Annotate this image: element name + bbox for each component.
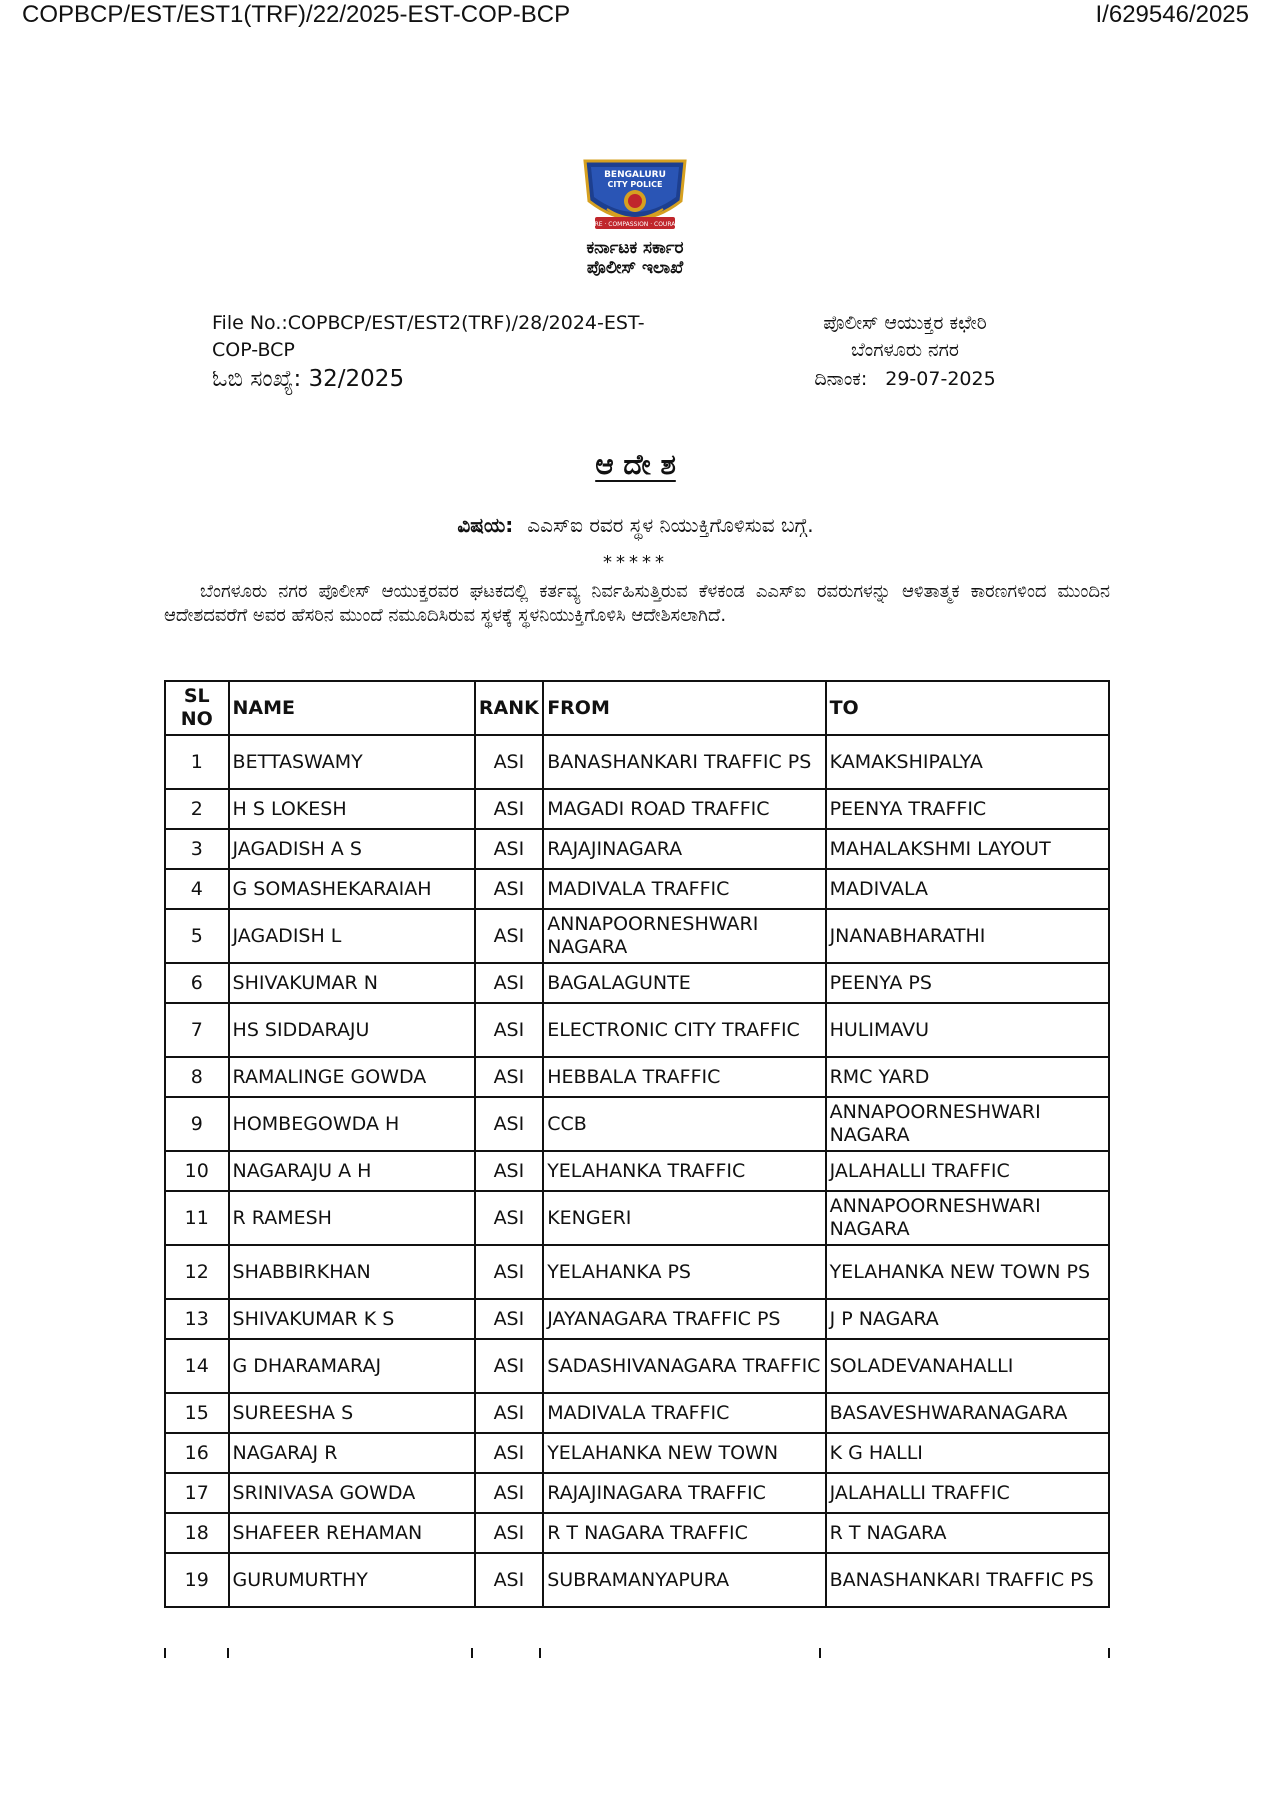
file-info-block	[212, 310, 732, 394]
cell-from: MAGADI ROAD TRAFFIC	[543, 789, 825, 829]
cell-rank: ASI	[475, 789, 544, 829]
cell-rank: ASI	[475, 1433, 544, 1473]
cell-name: JAGADISH L	[229, 909, 475, 963]
cell-sl: 17	[165, 1473, 229, 1513]
cell-from: RAJAJINAGARA TRAFFIC	[543, 1473, 825, 1513]
separator: *****	[603, 552, 668, 573]
cell-name: HS SIDDARAJU	[229, 1003, 475, 1057]
cell-name: SHAFEER REHAMAN	[229, 1513, 475, 1553]
cell-from: MADIVALA TRAFFIC	[543, 1393, 825, 1433]
cell-name: RAMALINGE GOWDA	[229, 1057, 475, 1097]
transfer-table	[164, 680, 1110, 1608]
cell-rank: ASI	[475, 1245, 544, 1299]
table-row	[165, 1513, 1109, 1553]
cell-from: BAGALAGUNTE	[543, 963, 825, 1003]
cell-to: ANNAPOORNESHWARI NAGARA	[826, 1097, 1109, 1151]
cell-name: NAGARAJ R	[229, 1433, 475, 1473]
cell-rank: ASI	[475, 909, 544, 963]
cell-from: SUBRAMANYAPURA	[543, 1553, 825, 1607]
cell-rank: ASI	[475, 735, 544, 789]
department-line2: ಪೊಲೀಸ್ ಇಲಾಖೆ	[586, 258, 684, 278]
ob-number: ಓಬಿ ಸಂಖ್ಯೆ: 32/2025	[212, 366, 405, 392]
cell-from: RAJAJINAGARA	[543, 829, 825, 869]
column-header-name: NAME	[229, 681, 475, 735]
column-header-sl: SL NO	[165, 681, 229, 735]
cell-name: NAGARAJU A H	[229, 1151, 475, 1191]
cell-to: J P NAGARA	[826, 1299, 1109, 1339]
cell-to: HULIMAVU	[826, 1003, 1109, 1057]
cell-name: G SOMASHEKARAIAH	[229, 869, 475, 909]
subject-label: ವಿಷಯ:	[457, 513, 514, 537]
cell-name: JAGADISH A S	[229, 829, 475, 869]
cell-rank: ASI	[475, 963, 544, 1003]
cell-rank: ASI	[475, 1299, 544, 1339]
cell-from: R T NAGARA TRAFFIC	[543, 1513, 825, 1553]
cell-from: BANASHANKARI TRAFFIC PS	[543, 735, 825, 789]
cell-rank: ASI	[475, 829, 544, 869]
cell-sl: 14	[165, 1339, 229, 1393]
cell-to: PEENYA TRAFFIC	[826, 789, 1109, 829]
cell-sl: 8	[165, 1057, 229, 1097]
date-value: 29-07-2025	[885, 368, 996, 390]
cell-sl: 16	[165, 1433, 229, 1473]
cell-name: SHIVAKUMAR N	[229, 963, 475, 1003]
column-header-rank: RANK	[475, 681, 544, 735]
cell-sl: 5	[165, 909, 229, 963]
column-header-from: FROM	[543, 681, 825, 735]
cell-sl: 2	[165, 789, 229, 829]
cell-sl: 12	[165, 1245, 229, 1299]
table-row	[165, 1057, 1109, 1097]
cell-to: BASAVESHWARANAGARA	[826, 1393, 1109, 1433]
cell-name: G DHARAMARAJ	[229, 1339, 475, 1393]
table-header-row	[165, 681, 1109, 735]
cell-name: HOMBEGOWDA H	[229, 1097, 475, 1151]
cell-to: SOLADEVANAHALLI	[826, 1339, 1109, 1393]
file-number-line2: COP-BCP	[212, 339, 295, 361]
logo-text-mid: CITY POLICE	[607, 180, 663, 189]
cell-name: R RAMESH	[229, 1191, 475, 1245]
subject-text: ಎಎಸ್‌ಐ ರವರ ಸ್ಥಳ ನಿಯುಕ್ತಿಗೊಳಿಸುವ ಬಗ್ಗೆ.	[527, 513, 814, 537]
column-header-to: TO	[826, 681, 1109, 735]
cell-rank: ASI	[475, 1473, 544, 1513]
cell-name: SHIVAKUMAR K S	[229, 1299, 475, 1339]
table-row	[165, 735, 1109, 789]
table-row	[165, 789, 1109, 829]
cell-sl: 18	[165, 1513, 229, 1553]
table-row	[165, 1245, 1109, 1299]
cell-sl: 1	[165, 735, 229, 789]
cell-to: BANASHANKARI TRAFFIC PS	[826, 1553, 1109, 1607]
cell-rank: ASI	[475, 1339, 544, 1393]
table-row	[165, 1151, 1109, 1191]
cell-name: BETTASWAMY	[229, 735, 475, 789]
cell-rank: ASI	[475, 1553, 544, 1607]
table-row	[165, 1433, 1109, 1473]
cell-rank: ASI	[475, 1151, 544, 1191]
cell-from: SADASHIVANAGARA TRAFFIC	[543, 1339, 825, 1393]
cell-name: SHABBIRKHAN	[229, 1245, 475, 1299]
subject-line	[0, 513, 1271, 537]
cell-to: MAHALAKSHMI LAYOUT	[826, 829, 1109, 869]
table-row	[165, 1003, 1109, 1057]
order-body-paragraph: ಬೆಂಗಳೂರು ನಗರ ಪೊಲೀಸ್ ಆಯುಕ್ತರವರ ಘಟಕದಲ್ಲಿ ಕರ್ತವ್ಯ ನಿರ್ವಹಿಸುತ್ತಿರುವ ಕೆಳಕಂಡ ಎಎಸ್‌ಐ ರವರುಗಳನ್ನು ಆಳಿತಾತ್ಮಕ ಕಾರಣಗಳಿಂದ ಮುಂದಿನ ಆದೇಶದವರೆಗೆ ಅವರ ಹೆಸರಿನ ಮುಂದೆ ನಮೂದಿಸಿರುವ ಸ್ಥಳಕ್ಕೆ ಸ್ಥಳನಿಯುಕ್ತಿಗೊಳಿಸಿ ಆದೇಶಿಸಲಾಗಿದೆ.	[164, 581, 1110, 626]
cell-name: H S LOKESH	[229, 789, 475, 829]
table-row	[165, 829, 1109, 869]
cell-from: YELAHANKA TRAFFIC	[543, 1151, 825, 1191]
cell-sl: 15	[165, 1393, 229, 1433]
cell-sl: 6	[165, 963, 229, 1003]
cell-sl: 10	[165, 1151, 229, 1191]
cell-to: JNANABHARATHI	[826, 909, 1109, 963]
office-line2: ಬೆಂಗಳೂರು ನಗರ	[851, 339, 959, 361]
bengaluru-city-police-logo	[577, 155, 693, 235]
table-row	[165, 1553, 1109, 1607]
table-continuation	[164, 1648, 1110, 1658]
cell-from: ANNAPOORNESHWARI NAGARA	[543, 909, 825, 963]
table-row	[165, 869, 1109, 909]
logo-ribbon-text: CARE · COMPASSION · COURAGE	[586, 221, 684, 228]
order-title: ಆ ದೇ ಶ	[595, 448, 676, 481]
cell-rank: ASI	[475, 869, 544, 909]
cell-rank: ASI	[475, 1003, 544, 1057]
cell-rank: ASI	[475, 1393, 544, 1433]
header-left-reference: COPBCP/EST/EST1(TRF)/22/2025-EST-COP-BCP	[22, 1, 571, 28]
cell-sl: 13	[165, 1299, 229, 1339]
cell-sl: 11	[165, 1191, 229, 1245]
cell-rank: ASI	[475, 1057, 544, 1097]
table-row	[165, 909, 1109, 963]
department-line1: ಕರ್ನಾಟಕ ಸರ್ಕಾರ	[586, 238, 684, 258]
cell-to: R T NAGARA	[826, 1513, 1109, 1553]
cell-from: ELECTRONIC CITY TRAFFIC	[543, 1003, 825, 1057]
cell-from: KENGERI	[543, 1191, 825, 1245]
cell-name: SUREESHA S	[229, 1393, 475, 1433]
cell-sl: 4	[165, 869, 229, 909]
cell-from: CCB	[543, 1097, 825, 1151]
cell-to: PEENYA PS	[826, 963, 1109, 1003]
office-block	[760, 310, 1050, 393]
header-right-reference: I/629546/2025	[1095, 1, 1249, 28]
order-date	[760, 366, 1050, 393]
cell-to: ANNAPOORNESHWARI NAGARA	[826, 1191, 1109, 1245]
cell-rank: ASI	[475, 1191, 544, 1245]
cell-from: HEBBALA TRAFFIC	[543, 1057, 825, 1097]
cell-name: SRINIVASA GOWDA	[229, 1473, 475, 1513]
file-number-line1: File No.:COPBCP/EST/EST2(TRF)/28/2024-EST-	[212, 312, 645, 334]
cell-sl: 19	[165, 1553, 229, 1607]
table-row	[165, 1191, 1109, 1245]
office-line1: ಪೊಲೀಸ್ ಆಯುಕ್ತರ ಕಛೇರಿ	[823, 312, 987, 334]
cell-to: K G HALLI	[826, 1433, 1109, 1473]
cell-to: JALAHALLI TRAFFIC	[826, 1473, 1109, 1513]
table-row	[165, 1299, 1109, 1339]
cell-from: YELAHANKA PS	[543, 1245, 825, 1299]
cell-to: MADIVALA	[826, 869, 1109, 909]
table-row	[165, 1393, 1109, 1433]
cell-sl: 3	[165, 829, 229, 869]
document-reference-bar	[22, 0, 1249, 30]
cell-from: YELAHANKA NEW TOWN	[543, 1433, 825, 1473]
table-row	[165, 1097, 1109, 1151]
cell-rank: ASI	[475, 1097, 544, 1151]
table-row	[165, 963, 1109, 1003]
cell-to: RMC YARD	[826, 1057, 1109, 1097]
table-row	[165, 1339, 1109, 1393]
cell-rank: ASI	[475, 1513, 544, 1553]
cell-to: JALAHALLI TRAFFIC	[826, 1151, 1109, 1191]
logo-text-top: BENGALURU	[604, 170, 666, 180]
cell-sl: 7	[165, 1003, 229, 1057]
cell-to: KAMAKSHIPALYA	[826, 735, 1109, 789]
table-row	[165, 1473, 1109, 1513]
date-label: ದಿನಾಂಕ:	[814, 368, 868, 390]
cell-from: JAYANAGARA TRAFFIC PS	[543, 1299, 825, 1339]
cell-from: MADIVALA TRAFFIC	[543, 869, 825, 909]
cell-name: GURUMURTHY	[229, 1553, 475, 1607]
cell-sl: 9	[165, 1097, 229, 1151]
department-block	[520, 238, 750, 278]
cell-to: YELAHANKA NEW TOWN PS	[826, 1245, 1109, 1299]
